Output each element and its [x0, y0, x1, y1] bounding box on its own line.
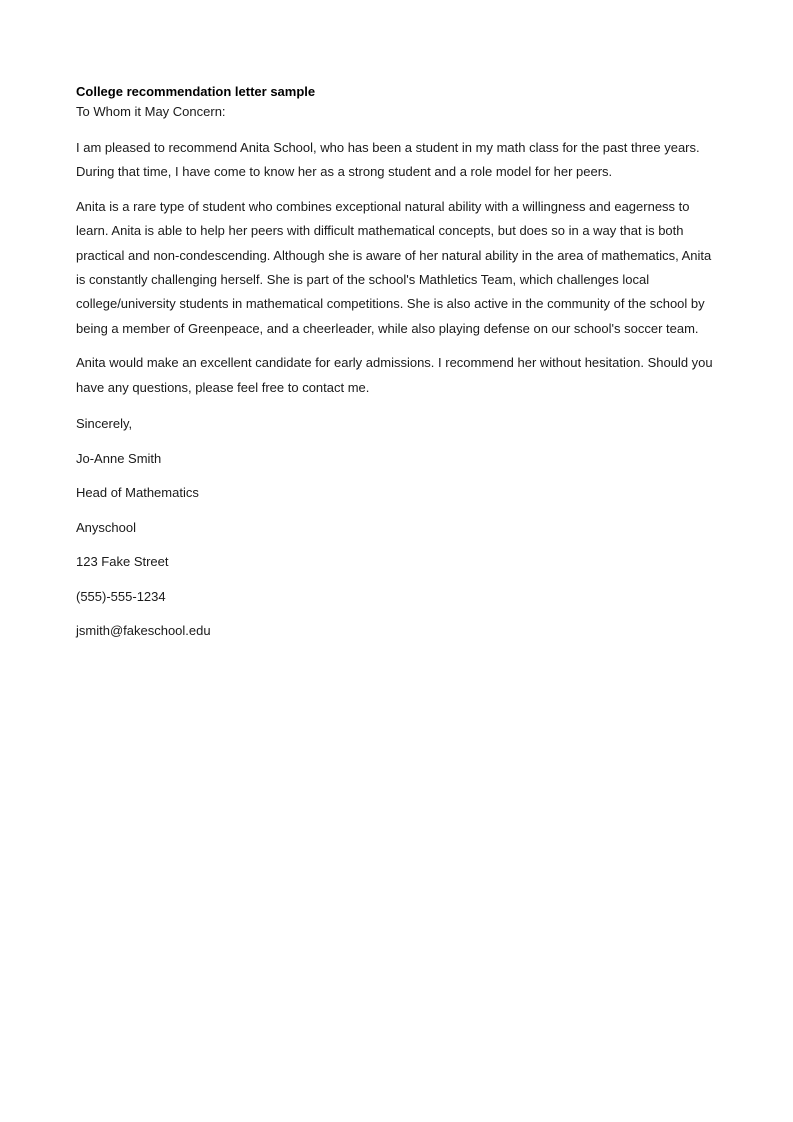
signature-address: 123 Fake Street — [76, 554, 169, 570]
paragraph-intro: I am pleased to recommend Anita School, who has been a student in my math class for the past three years. During that time, I have come to know her as a strong student and a role model for her peers. — [76, 140, 700, 180]
salutation: To Whom it May Concern: — [76, 104, 226, 119]
signature-position: Head of Mathematics — [76, 485, 199, 501]
signature-phone: (555)-555-1234 — [76, 588, 166, 604]
signature-email: jsmith@fakeschool.edu — [76, 623, 211, 639]
paragraph-qualities: Anita is a rare type of student who combines exceptional natural ability with a willingness and eagerness to learn. Anita is able to help her peers with difficult mathematical concepts, but does so in a way that is both practical and non-condescending. Although she is aware of her natural ability in the area of mathematics, Anita is constantly challenging herself. She is part of the school's Mathletics Team, which challenges local college/university students in mathematical competitions. She is also active in the community of the school by being a member of Greenpeace, and a cheerleader, while also playing defense on our school's soccer team. — [76, 198, 712, 336]
signature-name: Jo-Anne Smith — [76, 450, 162, 466]
signature-school: Anyschool — [76, 519, 136, 535]
paragraph-recommendation: Anita would make an excellent candidate for early admissions. I recommend her without hesitation. Should you have any questions, please feel free to contact me. — [76, 355, 713, 395]
letter-title: College recommendation letter sample — [76, 84, 316, 99]
letter-page — [76, 82, 716, 656]
closing: Sincerely, — [76, 416, 133, 432]
